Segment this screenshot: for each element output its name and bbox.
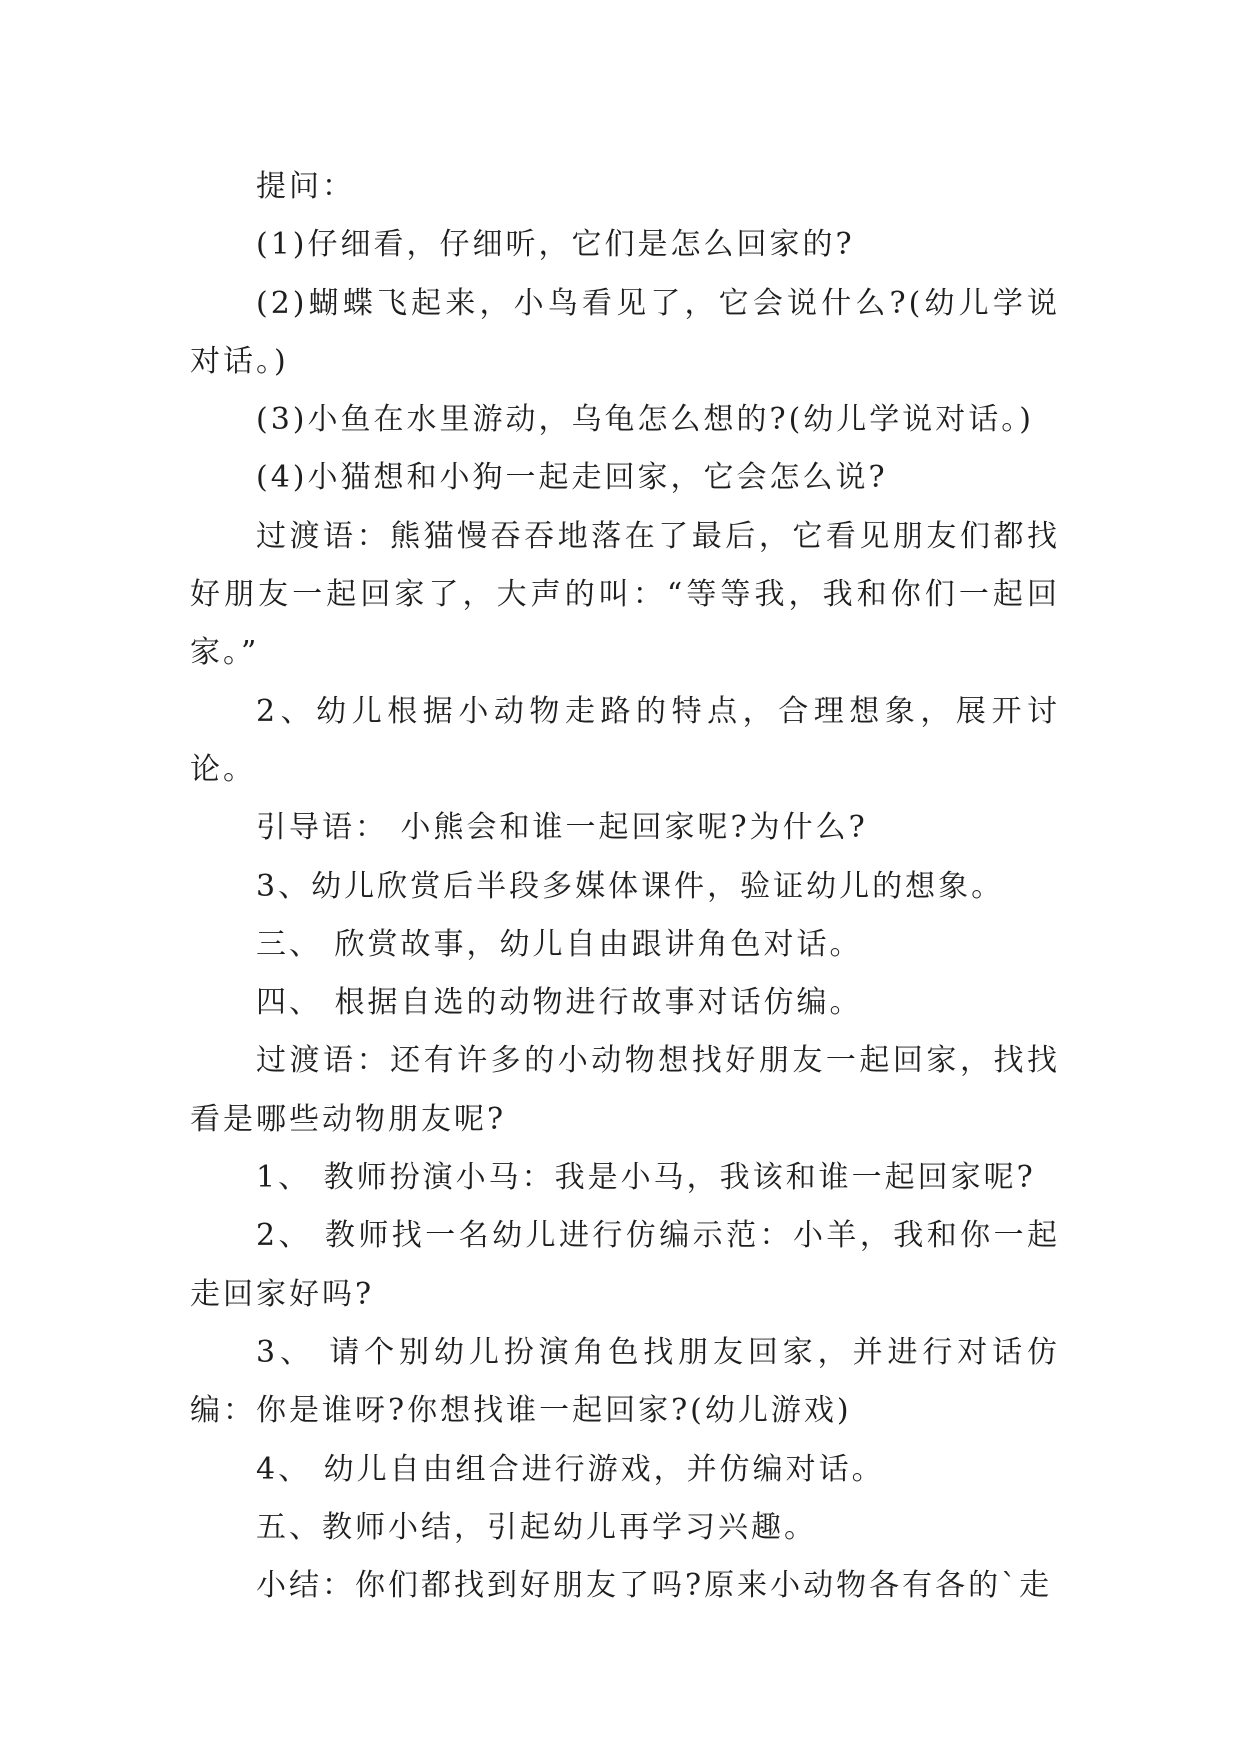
paragraph-section-4: 四、 根据自选的动物进行故事对话仿编。 (256, 985, 863, 1021)
paragraph-item-3: 3、 请个别幼儿扮演角色找朋友回家，并进行对话仿编：你是谁呀?你想找谁一起回家?(幼儿游戏) (190, 1334, 1060, 1429)
paragraph-step-3: 3、幼儿欣赏后半段多媒体课件，验证幼儿的想象。 (256, 868, 1005, 904)
paragraph-item-1: 1、 教师扮演小马：我是小马，我该和谁一起回家呢? (256, 1160, 1036, 1196)
paragraph-step-2: 2、幼儿根据小动物走路的特点，合理想象，展开讨论。 (190, 693, 1060, 787)
paragraph-question-3: (3)小鱼在水里游动，乌龟怎么想的?(幼儿学说对话。) (256, 402, 1034, 438)
paragraph-transition-1: 过渡语：熊猫慢吞吞地落在了最后，它看见朋友们都找好朋友一起回家了，大声的叫：“等等我，我和你们一起回家。” (190, 518, 1060, 671)
paragraph-transition-2: 过渡语：还有许多的小动物想找好朋友一起回家，找找看是哪些动物朋友呢? (190, 1043, 1060, 1137)
paragraph-item-2: 2、 教师找一名幼儿进行仿编示范：小羊，我和你一起走回家好吗? (190, 1218, 1060, 1312)
paragraph-question-2: (2)蝴蝶飞起来，小鸟看见了，它会说什么?(幼儿学说对话。) (190, 285, 1060, 379)
paragraph-guide: 引导语： 小熊会和谁一起回家呢?为什么? (256, 810, 868, 846)
paragraph-section-3: 三、 欣赏故事，幼儿自由跟讲角色对话。 (256, 926, 863, 962)
document-body (190, 158, 1060, 1615)
paragraph-section-5: 五、教师小结，引起幼儿再学习兴趣。 (256, 1509, 817, 1545)
paragraph-question-4: (4)小猫想和小狗一起走回家，它会怎么说? (256, 460, 888, 496)
paragraph-question-1: (1)仔细看，仔细听，它们是怎么回家的? (256, 227, 855, 263)
paragraph-question-heading: 提问： (256, 169, 355, 204)
paragraph-item-4: 4、 幼儿自由组合进行游戏，并仿编对话。 (256, 1451, 885, 1487)
paragraph-summary: 小结：你们都找到好朋友了吗?原来小动物各有各的`走 (256, 1568, 1053, 1604)
